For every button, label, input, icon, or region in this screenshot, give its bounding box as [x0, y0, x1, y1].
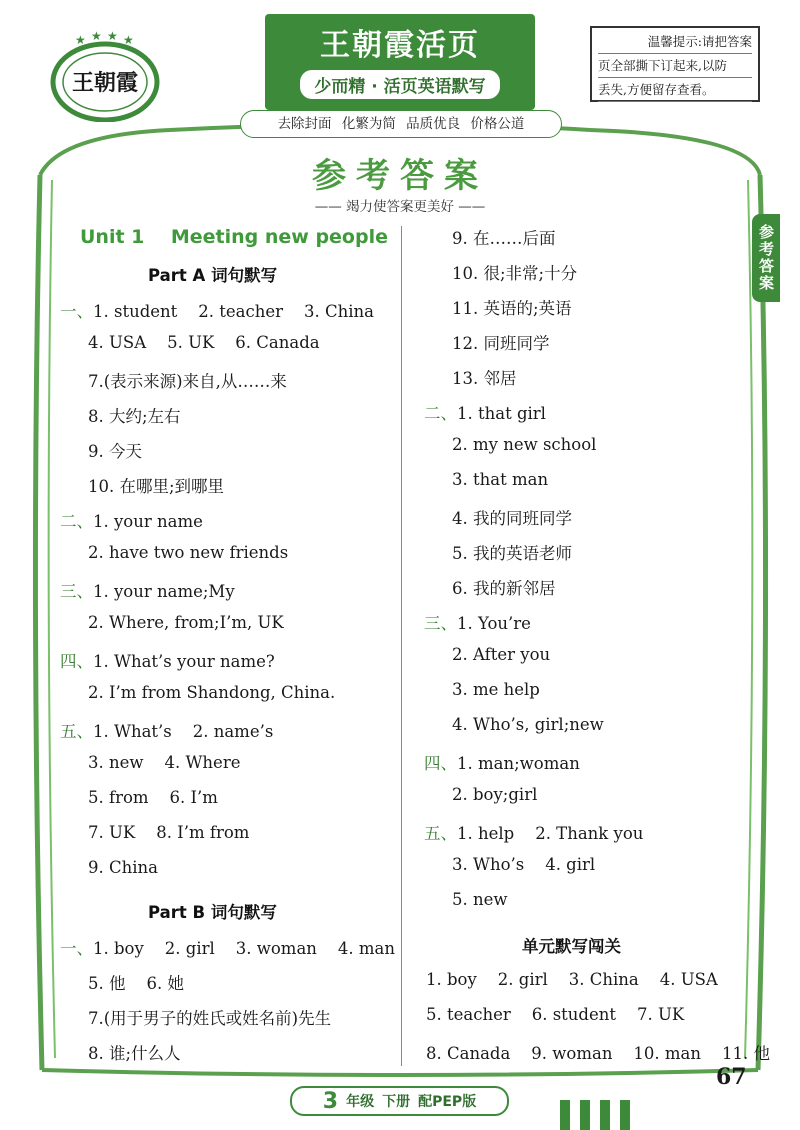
- answer-line: [88, 543, 288, 562]
- answer-line: [426, 1005, 684, 1024]
- grade-label: 年级: [346, 1094, 375, 1110]
- answer-text: 1. boy 2. girl 3. China 4. USA: [426, 970, 718, 989]
- answer-text: 8. Canada 9. woman 10. man 11. 他: [426, 1044, 770, 1063]
- answer-line: [88, 368, 287, 392]
- answer-text: 4. 我的同班同学: [452, 509, 572, 528]
- answer-text: 4. Who’s, girl;new: [452, 715, 604, 734]
- answer-line: [424, 610, 531, 634]
- answer-line: [452, 470, 548, 489]
- brand-subtitle: 少而精 · 活页英语默写: [300, 70, 499, 99]
- answer-text: 13. 邻居: [452, 369, 517, 388]
- answer-text: 5. 我的英语老师: [452, 544, 572, 563]
- part-b-heading: Part B 词句默写: [148, 903, 277, 922]
- answer-text: 1. that girl: [457, 404, 546, 423]
- answer-text: 5. new: [452, 890, 508, 909]
- answer-text: 2. I’m from Shandong, China.: [88, 683, 336, 702]
- answer-line: [88, 970, 184, 994]
- answer-line: [452, 225, 556, 249]
- answer-line: [452, 645, 550, 664]
- grade-term: 下册: [382, 1094, 411, 1110]
- answer-line: [452, 295, 572, 319]
- section-mark: 五、: [424, 824, 457, 843]
- answer-line: [452, 505, 572, 529]
- answer-line: [424, 820, 643, 844]
- answer-line: [88, 753, 240, 772]
- answer-text: 1. help 2. Thank you: [457, 824, 644, 843]
- motto: —— 竭力使答案更美好 ——: [314, 199, 486, 215]
- answer-line: [452, 715, 604, 734]
- brand-logo: [45, 30, 165, 122]
- answer-line: [426, 970, 718, 989]
- answer-line: [452, 260, 577, 284]
- answer-text: 7.(表示来源)来自,从……来: [88, 372, 287, 391]
- section-mark: 一、: [60, 939, 93, 958]
- answer-text: 3. Who’s 4. girl: [452, 855, 596, 874]
- side-tab: 参考答案: [752, 214, 780, 302]
- page-title: 参考答案: [312, 156, 488, 196]
- answer-line: [88, 438, 142, 462]
- answer-line: [452, 890, 508, 909]
- answer-line: [452, 330, 550, 354]
- brand-title: 王朝霞活页: [320, 28, 480, 63]
- answer-text: 1. What’s 2. name’s: [93, 722, 274, 741]
- answer-text: 9. 在……后面: [452, 229, 556, 248]
- answer-text: 10. 在哪里;到哪里: [88, 477, 225, 496]
- answer-text: 5. 他 6. 她: [88, 974, 184, 993]
- answer-text: 8. 大约;左右: [88, 407, 181, 426]
- answer-line: [424, 750, 580, 774]
- answer-line: [88, 1040, 181, 1064]
- answer-text: 3. that man: [452, 470, 549, 489]
- answer-line: [88, 683, 335, 702]
- answer-text: 1. your name: [93, 512, 203, 531]
- answer-line: [452, 365, 517, 389]
- answer-text: 4. USA 5. UK 6. Canada: [88, 333, 320, 352]
- answer-line: [88, 473, 224, 497]
- tip-box: [590, 26, 760, 102]
- answer-text: 8. 谁;什么人: [88, 1044, 181, 1063]
- answer-text: 1. boy 2. girl 3. woman 4. man: [93, 939, 395, 958]
- tip-line: 页全部撕下订起来,以防: [598, 54, 752, 78]
- svg-text:★: ★: [75, 33, 86, 47]
- answer-line: [452, 855, 595, 874]
- answer-line: [426, 1040, 770, 1064]
- unit-test-heading: 单元默写闯关: [522, 937, 621, 956]
- unit-title: Unit 1 Meeting new people: [80, 226, 388, 248]
- answer-text: 1. student 2. teacher 3. China: [93, 302, 374, 321]
- column-divider: [401, 226, 402, 1066]
- grade-bar: [290, 1086, 509, 1116]
- answer-text: 2. Where, from;I’m, UK: [88, 613, 284, 632]
- answer-line: [88, 613, 284, 632]
- answer-text: 2. After you: [452, 645, 551, 664]
- section-mark: 三、: [424, 614, 457, 633]
- answer-line: [424, 400, 546, 424]
- slogan: 去除封面 化繁为简 品质优良 价格公道: [240, 110, 562, 138]
- answer-line: [88, 788, 218, 807]
- answer-text: 3. new 4. Where: [88, 753, 241, 772]
- answer-text: 1. You’re: [457, 614, 531, 633]
- section-mark: 二、: [424, 404, 457, 423]
- svg-text:★: ★: [91, 30, 102, 43]
- answer-text: 9. China: [88, 858, 158, 877]
- answer-text: 1. What’s your name?: [93, 652, 275, 671]
- answer-line: [88, 333, 320, 352]
- section-mark: 四、: [60, 652, 93, 671]
- brand-panel: [265, 14, 535, 110]
- svg-text:★: ★: [107, 30, 118, 43]
- grade-edition: 配PEP版: [418, 1094, 477, 1110]
- answer-line: [452, 435, 596, 454]
- section-mark: 三、: [60, 582, 93, 601]
- answer-line: [60, 718, 273, 742]
- answer-line: [88, 823, 249, 842]
- answer-text: 5. from 6. I’m: [88, 788, 218, 807]
- answer-line: [60, 298, 374, 322]
- answer-text: 3. me help: [452, 680, 540, 699]
- section-mark: 一、: [60, 302, 93, 321]
- answer-text: 6. 我的新邻居: [452, 579, 556, 598]
- page-number: 67: [716, 1064, 747, 1090]
- answer-text: 12. 同班同学: [452, 334, 550, 353]
- answer-text: 5. teacher 6. student 7. UK: [426, 1005, 685, 1024]
- section-mark: 四、: [424, 754, 457, 773]
- section-mark: 二、: [60, 512, 93, 531]
- answer-line: [88, 1005, 331, 1029]
- answer-text: 2. boy;girl: [452, 785, 538, 804]
- tip-line: 丢失,方便留存查看。: [598, 78, 752, 102]
- answer-text: 10. 很;非常;十分: [452, 264, 578, 283]
- answer-text: 9. 今天: [88, 442, 142, 461]
- answer-text: 11. 英语的;英语: [452, 299, 572, 318]
- answer-line: [88, 858, 158, 877]
- section-mark: 五、: [60, 722, 93, 741]
- svg-text:★: ★: [123, 33, 134, 47]
- answer-line: [60, 935, 395, 959]
- answer-line: [60, 508, 203, 532]
- tip-line: 温馨提示:请把答案: [598, 30, 752, 54]
- answer-line: [60, 648, 275, 672]
- answer-text: 2. my new school: [452, 435, 597, 454]
- svg-text:王朝霞: 王朝霞: [71, 71, 139, 96]
- answer-text: 7.(用于男子的姓氏或姓名前)先生: [88, 1009, 332, 1028]
- part-a-heading: Part A 词句默写: [148, 266, 278, 285]
- answer-text: 1. man;woman: [457, 754, 580, 773]
- answer-line: [452, 540, 572, 564]
- answer-line: [452, 575, 556, 599]
- answer-text: 1. your name;My: [93, 582, 235, 601]
- answer-line: [60, 578, 235, 602]
- answer-line: [452, 680, 540, 699]
- answer-line: [88, 403, 181, 427]
- answer-text: 7. UK 8. I’m from: [88, 823, 250, 842]
- grade-number: 3: [322, 1088, 339, 1114]
- answer-text: 2. have two new friends: [88, 543, 289, 562]
- answer-line: [452, 785, 537, 804]
